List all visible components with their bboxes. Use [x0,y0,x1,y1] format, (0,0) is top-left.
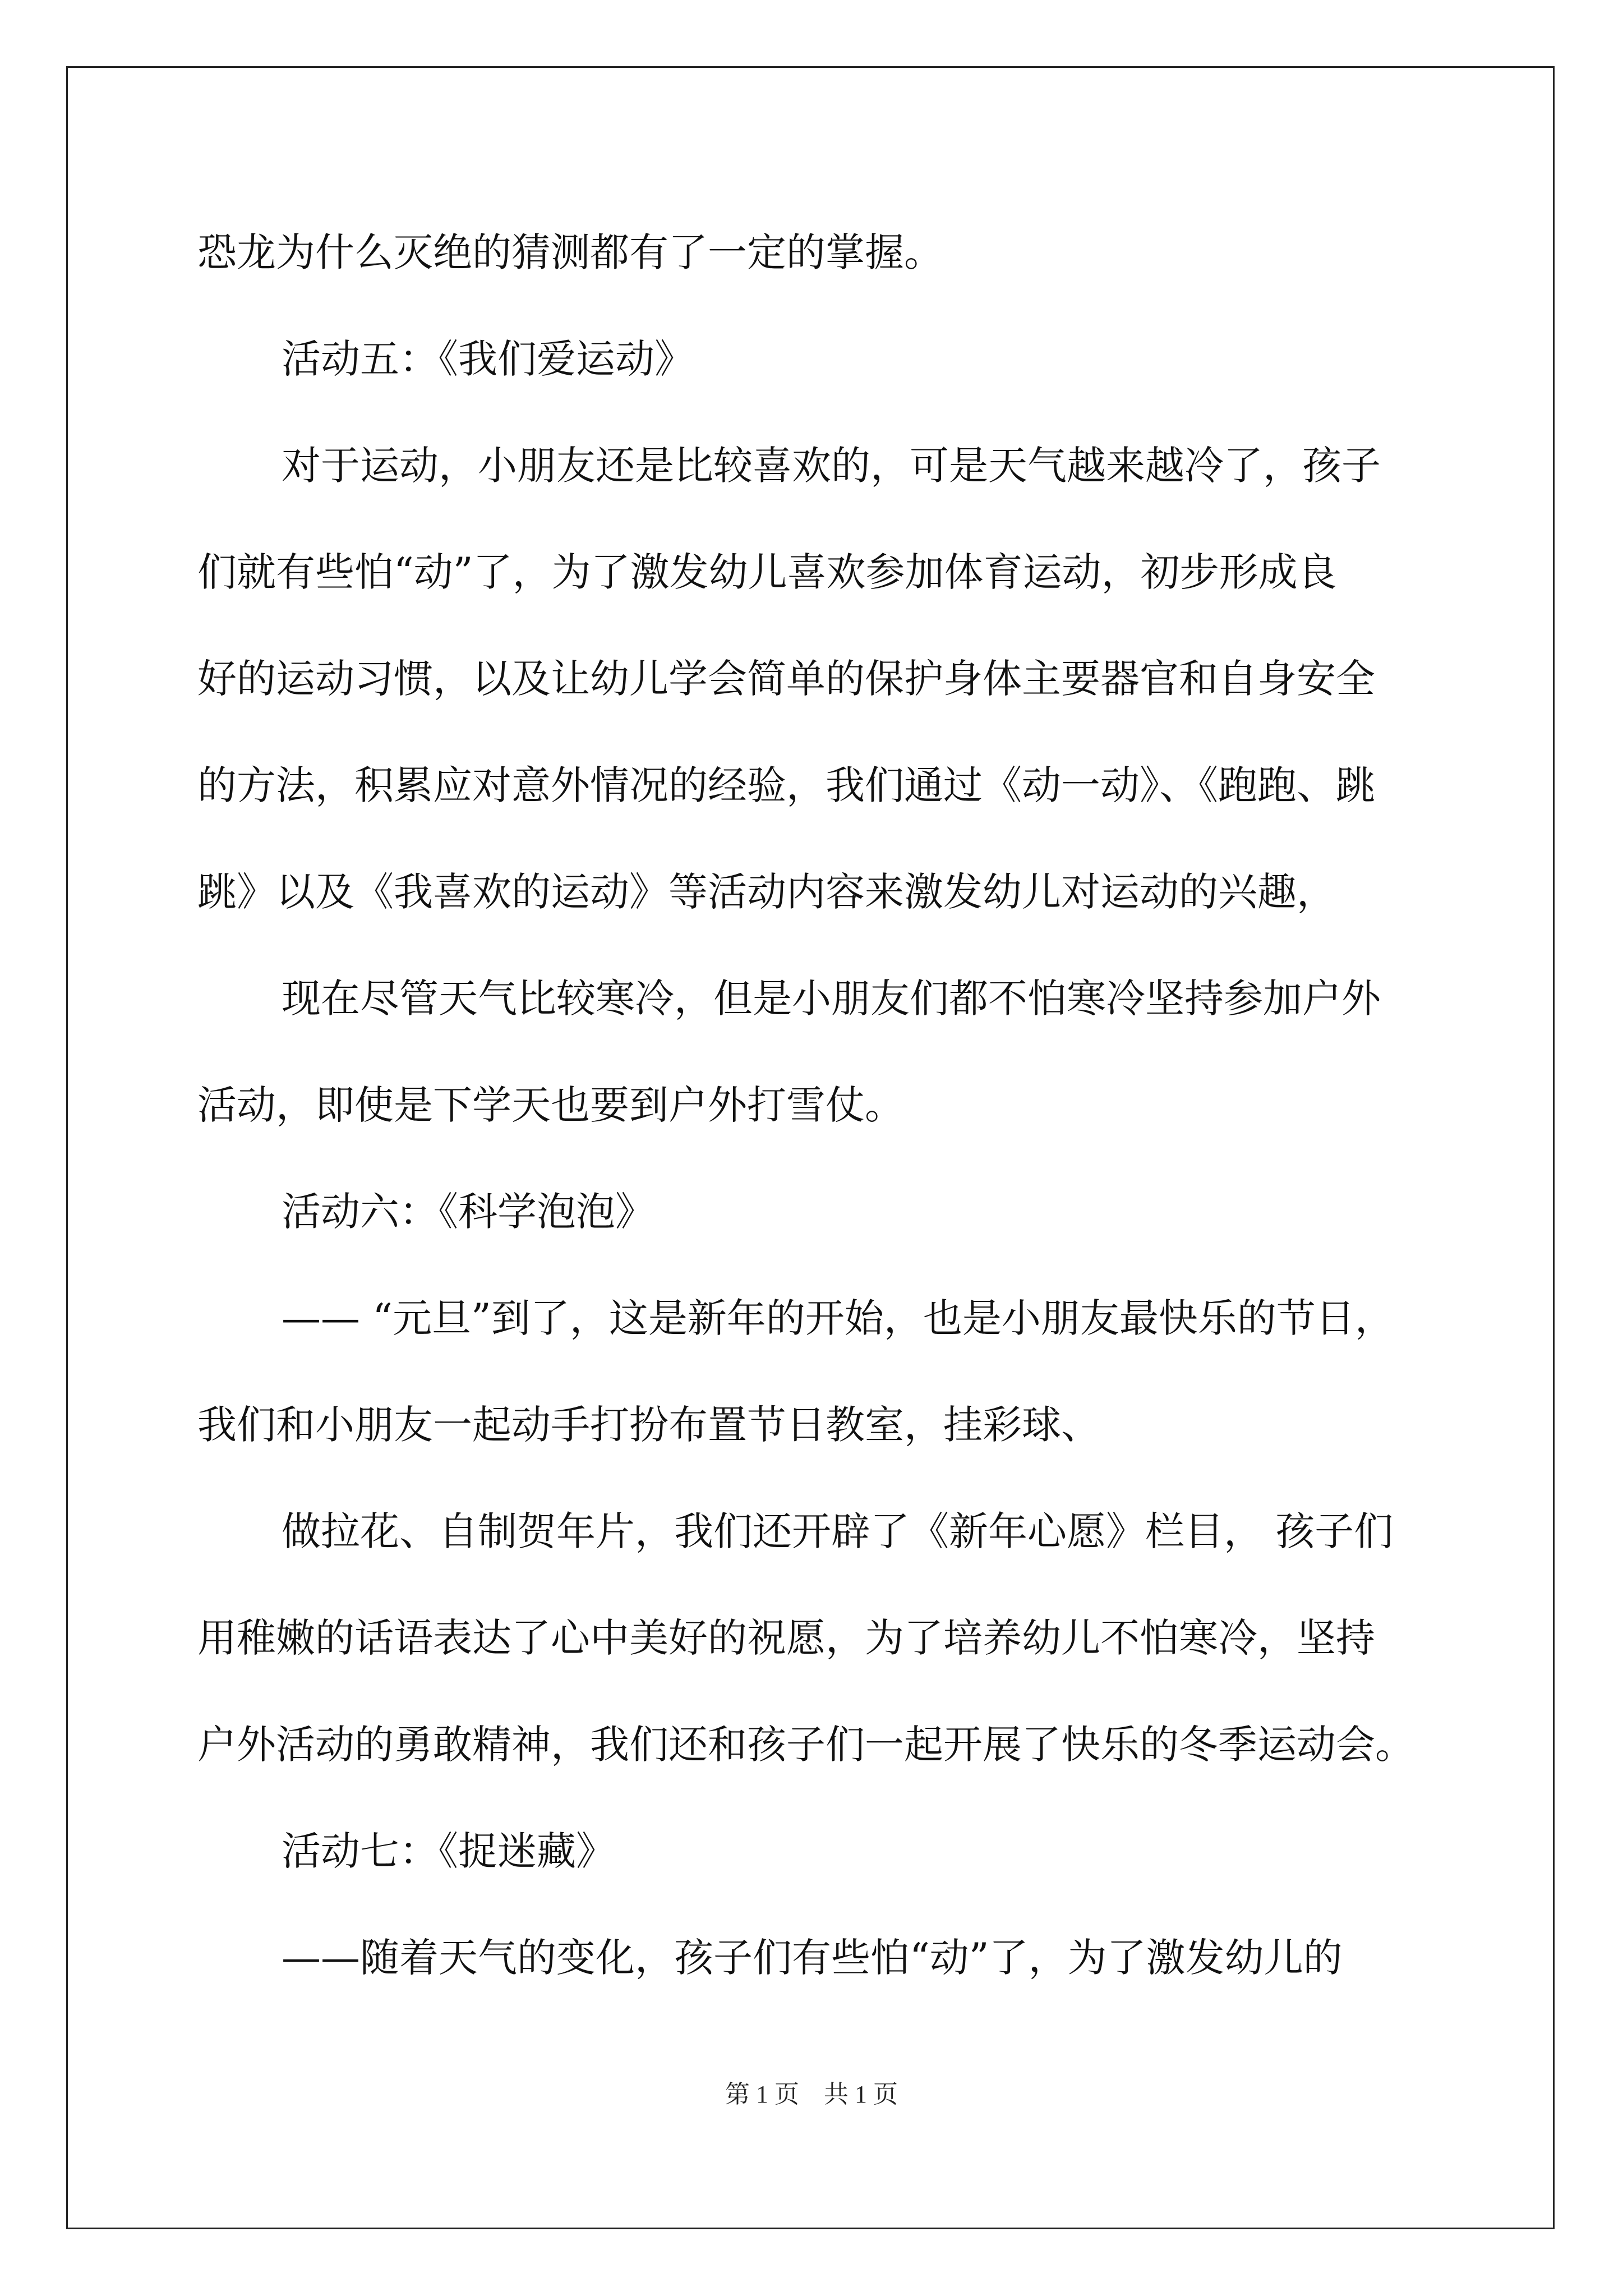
page-number-footer: 第 1 页 共 1 页 [725,2081,898,2108]
text-line-6: 的方法，积累应对意外情况的经验，我们通过《动一动》、《跑跑、跳 [197,762,1375,808]
text-line-8: 现在尽管天气比较寒冷，但是小朋友们都不怕寒冷坚持参加户外 [282,976,1381,1022]
text-line-3: 对于运动，小朋友还是比较喜欢的，可是天气越来越冷了，孩子 [282,443,1381,489]
text-line-13: 做拉花、自制贺年片，我们还开辟了《新年心愿》栏目， 孩子们 [282,1508,1394,1554]
heading-activity-6: 活动六：《科学泡泡》 [282,1189,654,1235]
heading-activity-7: 活动七：《捉迷藏》 [282,1828,615,1874]
heading-activity-5: 活动五：《我们爱运动》 [282,336,694,382]
text-line-15: 户外活动的勇敢精神，我们还和孩子们一起开展了快乐的冬季运动会。 [197,1722,1414,1768]
text-line-11: —— “元旦”到了，这是新年的开始，也是小朋友最快乐的节日， [282,1295,1394,1341]
text-line-14: 用稚嫩的话语表达了心中美好的祝愿，为了培养幼儿不怕寒冷，坚持 [197,1615,1375,1661]
text-line-17: ——随着天气的变化，孩子们有些怕“动”了，为了激发幼儿的 [282,1935,1343,1981]
text-line-9: 活动，即使是下学天也要到户外打雪仗。 [197,1082,904,1128]
text-line-5: 好的运动习惯，以及让幼儿学会简单的保护身体主要器官和自身安全 [197,656,1375,702]
text-line-12: 我们和小朋友一起动手打扮布置节日教室，挂彩球、 [197,1402,1100,1448]
text-line-7: 跳》以及《我喜欢的运动》等活动内容来激发幼儿对运动的兴趣， [197,869,1336,915]
text-line-1: 恐龙为什么灭绝的猜测都有了一定的掌握。 [197,229,943,275]
text-line-4: 们就有些怕“动”了，为了激发幼儿喜欢参加体育运动，初步形成良 [197,549,1337,595]
page-border [66,66,1555,2229]
